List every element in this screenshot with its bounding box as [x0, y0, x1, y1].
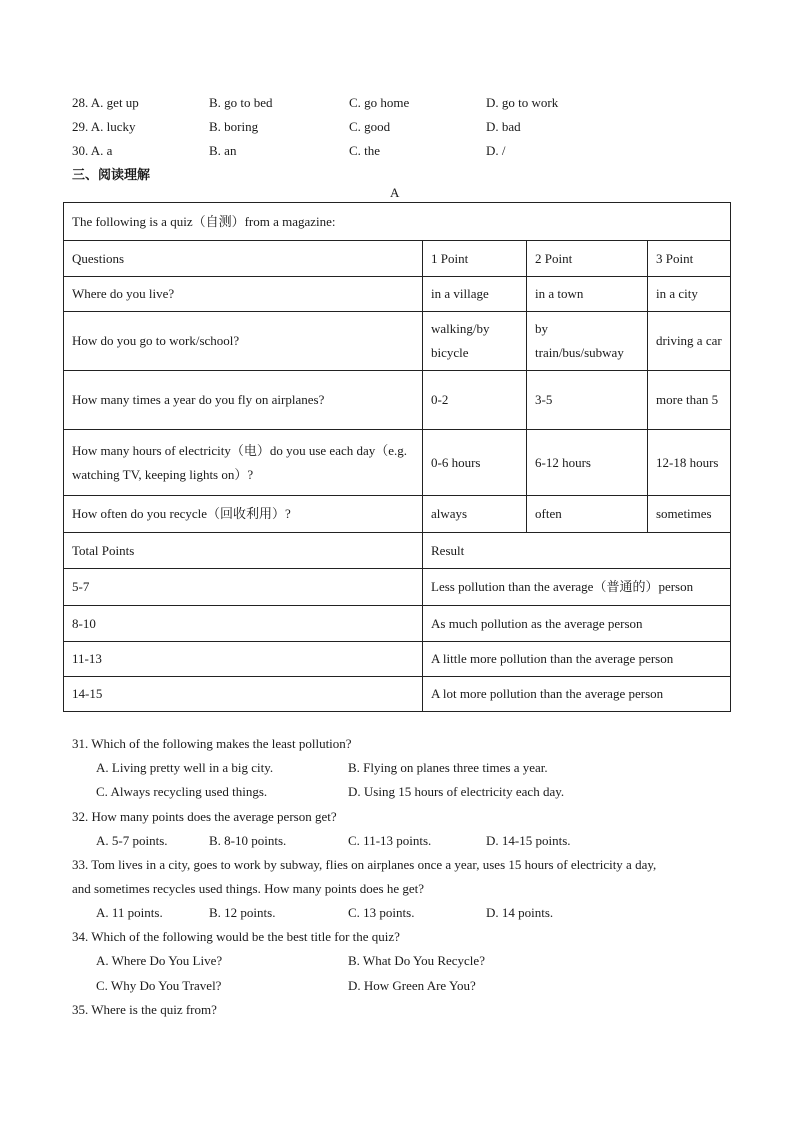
question-33-option-c: C. 13 points. — [348, 905, 415, 920]
table-cell: 11-13 — [64, 642, 423, 677]
table-row — [64, 430, 731, 496]
option-b: B. an — [209, 143, 237, 158]
question-32-option-d: D. 14-15 points. — [486, 833, 571, 848]
table-cell: Less pollution than the average（普通的）person — [423, 569, 731, 606]
result-row — [64, 677, 731, 712]
option-d: D. go to work — [486, 95, 559, 110]
table-cell: 6-12 hours — [527, 430, 648, 496]
question-34-option-a: A. Where Do You Live? — [96, 953, 223, 968]
question-34-option-c: C. Why Do You Travel? — [96, 978, 222, 993]
table-cell: sometimes — [648, 496, 731, 533]
table-cell: How often do you recycle（回收利用）? — [64, 496, 423, 533]
option-c: C. go home — [349, 95, 410, 110]
table-cell: in a town — [527, 277, 648, 312]
question-31-option-b: B. Flying on planes three times a year. — [348, 760, 548, 775]
option-b: B. boring — [209, 119, 259, 134]
question-33-stem: 33. Tom lives in a city, goes to work by subway, flies on airplanes once a year, uses 15 hours of electricity a day, — [72, 857, 657, 872]
option-b: B. go to bed — [209, 95, 273, 110]
question-33-option-d: D. 14 points. — [486, 905, 554, 920]
header-cell: 3 Point — [648, 241, 731, 277]
table-intro: The following is a quiz（自测）from a magazine: — [64, 203, 731, 241]
table-row — [64, 277, 731, 312]
question-32-option-a: A. 5-7 points. — [96, 833, 168, 848]
table-cell: 0-6 hours — [423, 430, 527, 496]
option-d: D. / — [486, 143, 506, 158]
table-cell: in a city — [648, 277, 731, 312]
table-header-row — [64, 241, 731, 277]
table-intro-row — [64, 203, 731, 241]
option-c: C. good — [349, 119, 391, 134]
header-cell: Result — [423, 533, 731, 569]
table-row — [64, 496, 731, 533]
question-33-stem-cont: and sometimes recycles used things. How many points does he get? — [72, 881, 425, 896]
option-a: 28. A. get up — [72, 95, 139, 110]
option-d: D. bad — [486, 119, 521, 134]
table-cell: 12-18 hours — [648, 430, 731, 496]
table-cell: As much pollution as the average person — [423, 606, 731, 642]
question-31-option-c: C. Always recycling used things. — [96, 784, 268, 799]
question-35-stem: 35. Where is the quiz from? — [72, 1002, 217, 1017]
table-cell: walking/by bicycle — [423, 312, 527, 371]
header-cell: 1 Point — [423, 241, 527, 277]
table-row — [64, 371, 731, 430]
table-cell: by train/bus/subway — [527, 312, 648, 371]
option-c: C. the — [349, 143, 381, 158]
table-cell: How many times a year do you fly on airplanes? — [64, 371, 423, 430]
result-header-row — [64, 533, 731, 569]
passage-label: A — [390, 185, 400, 200]
question-32-option-c: C. 11-13 points. — [348, 833, 432, 848]
result-row — [64, 642, 731, 677]
table-cell: A lot more pollution than the average person — [423, 677, 731, 712]
question-34-stem: 34. Which of the following would be the best title for the quiz? — [72, 929, 400, 944]
table-cell: A little more pollution than the average person — [423, 642, 731, 677]
table-cell: How many hours of electricity（电）do you use each day（e.g. watching TV, keeping lights on）? — [64, 430, 423, 496]
quiz-table — [63, 202, 731, 712]
question-31-option-d: D. Using 15 hours of electricity each day. — [348, 784, 565, 799]
table-cell: 3-5 — [527, 371, 648, 430]
question-33-option-b: B. 12 points. — [209, 905, 276, 920]
table-cell: driving a car — [648, 312, 731, 371]
result-row — [64, 606, 731, 642]
question-33-option-a: A. 11 points. — [96, 905, 163, 920]
question-34-option-b: B. What Do You Recycle? — [348, 953, 485, 968]
question-31-option-a: A. Living pretty well in a big city. — [96, 760, 274, 775]
table-cell: always — [423, 496, 527, 533]
option-a: 29. A. lucky — [72, 119, 136, 134]
header-cell: 2 Point — [527, 241, 648, 277]
table-cell: 5-7 — [64, 569, 423, 606]
option-a: 30. A. a — [72, 143, 113, 158]
table-row — [64, 312, 731, 371]
table-cell: 0-2 — [423, 371, 527, 430]
table-cell: often — [527, 496, 648, 533]
table-cell: 14-15 — [64, 677, 423, 712]
question-31-stem: 31. Which of the following makes the least pollution? — [72, 736, 352, 751]
table-cell: in a village — [423, 277, 527, 312]
question-32-stem: 32. How many points does the average person get? — [72, 809, 337, 824]
section-title: 三、阅读理解 — [72, 168, 151, 183]
question-32-option-b: B. 8-10 points. — [209, 833, 287, 848]
table-cell: 8-10 — [64, 606, 423, 642]
table-cell: Where do you live? — [64, 277, 423, 312]
question-34-option-d: D. How Green Are You? — [348, 978, 476, 993]
header-cell: Total Points — [64, 533, 423, 569]
header-cell: Questions — [64, 241, 423, 277]
table-cell: more than 5 — [648, 371, 731, 430]
table-cell: How do you go to work/school? — [64, 312, 423, 371]
result-row — [64, 569, 731, 606]
